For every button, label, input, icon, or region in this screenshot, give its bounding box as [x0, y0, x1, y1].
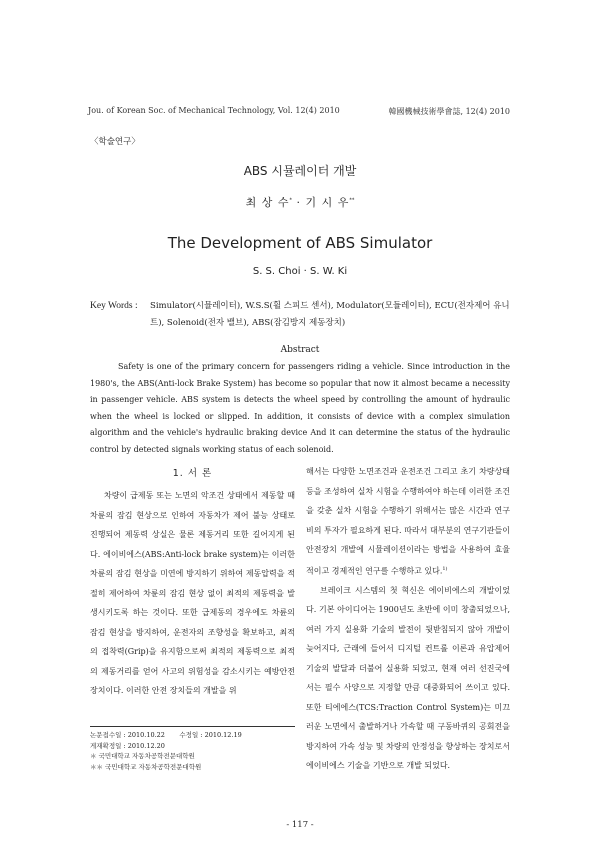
footnote-accepted: 게재확정일 : 2010.12.20: [90, 741, 165, 750]
footnote-dates: [90, 730, 300, 741]
right-paragraph-2: 브레이크 시스템의 첫 혁신은 에이비에스의 개발이었다. 기본 아이디어는 1900년도 초반에 이미 창출되었으나, 여러 가지 실용화 기술의 발전이 뒷받침되지 않아 개발이 늦어지다, 근래에 들어서 디지털 컨트롤 이론과 유압제어 기술의 발달과 더불어 실용화 되었고, 현재 여러 선진국에서는 필수 사양으로 지정할 만큼 대중화되어 쓰이고 있다. 또한 티에에스(TCS:Traction Control System)는 미끄러운 노면에서 출발하거나 가속할 때 구동바퀴의 공회전을 방지하여 가속 성능 및 차량의 안정성을 향상하는 장치로서 에이비에스 기술을 기반으로 개발 되었다.: [306, 585, 510, 771]
keywords-text: Simulator(시뮬레이터), W.S.S(휠 스피드 센서), Modulator(모듈레이터), ECU(전자제어 유니트), Solenoid(전자 밸브), ABS(잠김방지 제동장치): [150, 301, 510, 328]
journal-header-right: 韓國機械技術學會誌, 12(4) 2010: [388, 107, 510, 116]
title-english: The Development of ABS Simulator: [167, 234, 433, 252]
abstract-heading: Abstract: [280, 345, 320, 355]
section-tag: 〈학술연구〉: [90, 137, 140, 147]
footnote-revised: 수정일 : 2010.12.19: [179, 731, 242, 739]
footnote-divider: [90, 726, 295, 727]
abstract-body: Safety is one of the primary concern for passengers riding a vehicle. Since introduction in the 1980's, the ABS(Anti-lock Brake System) has become so popular that now it almost became a necessity in passenger vehicle. ABS system is detects the wheel speed by controlling the amount of hydraulic when the wheel is locked or slipped. In addition, it consists of device with a complex simulation algorithm and the vehicle's hydraulic braking device And it can determine the status of the hydraulic control by detected signals working status of each solenoid.: [90, 362, 510, 454]
author-1-mark: *: [289, 197, 292, 204]
right-paragraph-1: 해서는 다양한 노면조건과 운전조건 그리고 초기 차량상태 등을 조성하여 실차 시험을 수행하여야 하는데 이러한 조건을 갖춘 실차 시험을 수행하기 위해서는 많은 시간과 연구비의 투자가 필요하게 된다. 따라서 대부분의 연구기관들이 안전장치 개발에 시뮬레이션이라는 방법을 사용하여 효율적이고 경제적인 연구를 수행하고 있다.$^{1)}$: [306, 467, 510, 576]
footnote-affiliation-1: ＊ 국민대학교 자동차공학전문대학원: [90, 752, 195, 760]
footnote-affiliation-2: ＊＊ 국민대학교 자동차공학전문대학원: [90, 762, 202, 771]
keywords-block: [90, 298, 520, 332]
footnotes: [90, 730, 300, 772]
journal-header-left: Jou. of Korean Soc. of Mechanical Technology, Vol. 12(4) 2010: [88, 106, 340, 115]
footnote-received: 논문접수일 : 2010.10.22: [90, 731, 165, 739]
authors-english: S. S. Choi · S. W. Ki: [252, 266, 348, 277]
section-heading-introduction: 1. 서 론: [172, 468, 213, 479]
reference-mark: 1): [442, 565, 448, 572]
authors-korean: [0, 194, 600, 210]
author-1-name: 최 상 수: [245, 196, 290, 209]
author-2-name: 기 시 우: [305, 196, 350, 209]
body-left-column: 차량이 급제동 또는 노면의 악조건 상태에서 제동할 때 차륜의 잠김 현상으로 인하여 자동차가 제어 불능 상태로 진행되어 제동력 상실은 물론 제동거리 또한 길어지게 된다. 에이비에스(ABS:Anti-lock brake system)는 이러한 차륜의 잠김 현상을 미연에 방지하기 위하여 제동압력을 적절히 제어하여 차륜의 잠김 현상 없이 최적의 제동력을 발생시키도록 하는 것이다. 또한 급제동의 경우에도 차륜의 잠김 현상을 방지하여, 운전자의 조향성을 확보하고, 최적의 접착력(Grip)을 유지함으로써 최적의 제동력으로 최적의 제동거리를 얻어 사고의 위험성을 감소시키는 예방안전장치이다. 이러한 안전 장치들의 개발을 위: [90, 491, 295, 695]
keywords-label: Key Words :: [90, 301, 138, 311]
title-korean: ABS 시뮬레이터 개발: [243, 164, 357, 178]
author-2-mark: **: [349, 197, 355, 204]
body-right-column: [306, 462, 510, 776]
author-separator: ·: [296, 196, 301, 209]
page-number: - 117 -: [286, 820, 314, 830]
